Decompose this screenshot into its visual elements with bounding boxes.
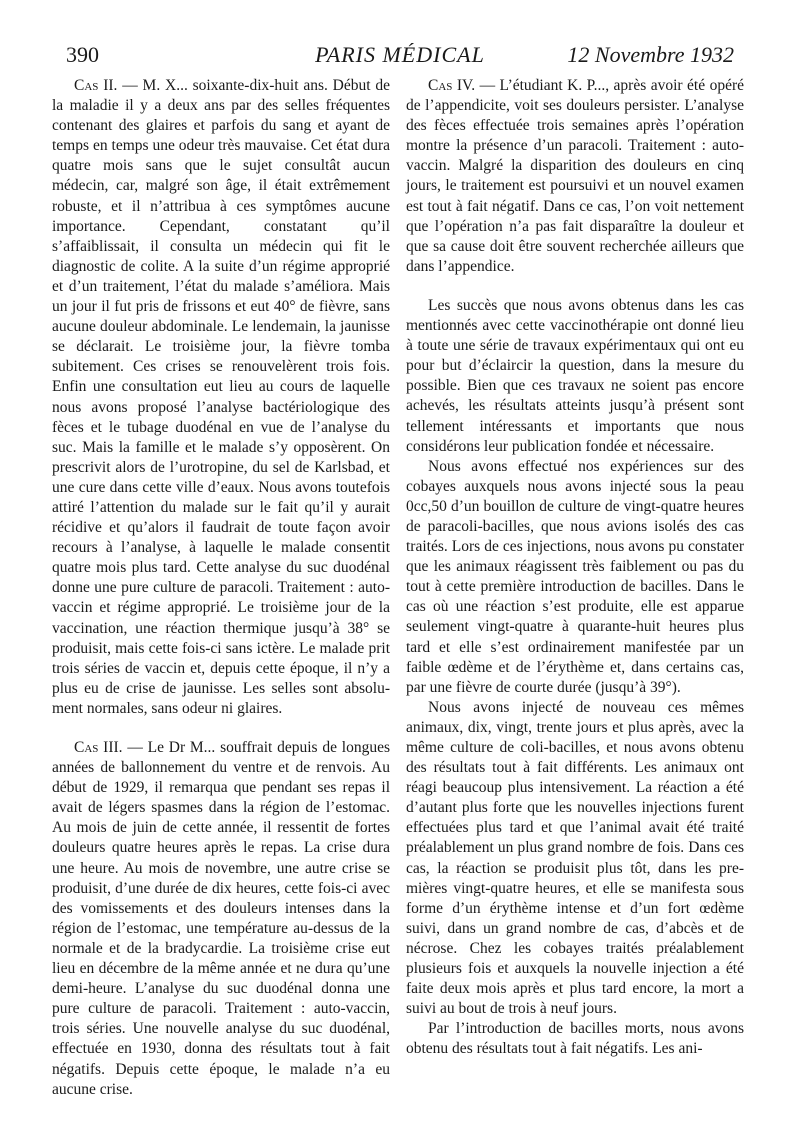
journal-title: PARIS MÉDICAL	[315, 42, 485, 67]
body-paragraph-3: Nous avons injecté de nouveau ces mêmes animaux, dix, vingt, trente jours et plus après, avec la même culture de coli-bacilles, et nous avons obtenu des résultats tout à fait différents. Les animaux ont réagi beaucoup plus intensivement. La réaction a été d’autant plus forte que les nouvelles injections furent effectuées plus tard et que l’animal avait été traité préalablement un plus grand nombre de fois. Dans ces cas, la réaction se produisit plus tôt, dans les premières vingt-quatre heures, et elle se manifesta sous forme d’un érythème intense et d’un fort œdème suivi, dans un grand nombre de cas, d’abcès et de nécrose. Chez les cobayes traités préalablement plusieurs fois et auxquels la nouvelle injection a été faite deux mois après et plus tard encore, la mort a suivi au bout de trois à neuf jours.	[406, 698, 744, 1018]
body-paragraph-4: Par l’introduction de bacilles morts, nous avons obtenu des résultats tout à fait négatifs. Les ani-	[406, 1020, 744, 1058]
case-3-paragraph	[52, 738, 390, 1100]
case-4-label: Cas IV.	[428, 77, 476, 94]
case-4-paragraph	[406, 76, 744, 277]
running-header	[66, 42, 734, 70]
case-3-text: — Le Dr M... souffrait depuis de longues années de ballonnement du ventre et de renvois. Au début de 1929, il remarqua que pendant ses repas il avait de légers spasmes dans la région de l’estomac. Au mois de juin de cette année, il ressentit de fortes douleurs quatre heures après le repas. La crise dura une heure. Au mois de novembre, une autre crise se produisit, d’une durée de dix heures, cette fois-ci avec des vomissements et des douleurs intenses dans la région de l’estomac, une température au-dessus de la normale et de la bradycardie. La troisième crise eut lieu en décembre de la même année et ne dura qu’une demi-heure. L’analyse du suc duodénal donna une pure culture de paracoli. Traitement : auto-vaccin, trois séries. Une nouvelle analyse du suc duodénal, effectuée en 1930, donna des résultats tout à fait négatifs. Depuis cette époque, le malade n’a eu aucune crise.	[52, 739, 390, 1098]
body-paragraph-1: Les succès que nous avons obtenus dans les cas mentionnés avec cette vaccinothérapie ont donné lieu à toute une série de travaux expérimentaux qui ont eu pour but d’éclaircir la question, dans la mesure du possible. Bien que ces travaux ne soient pas encore achevés, les résultats atteints jusqu’à présent sont tellement intéressants et importants que nous considérons leur publication fondée et nécessaire.	[406, 296, 744, 455]
right-column	[406, 76, 744, 1060]
issue-date: 12 Novembre 1932	[567, 42, 734, 67]
case-2-text: — M. X... soixante-dix-huit ans. Début de la maladie il y a deux ans par des selles fréquentes contenant des glaires et parfois du sang et ayant de temps en temps une odeur très mauvaise. Cet état dura quatre mois sans que le sujet consultât aucun médecin, car, malgré son âge, il était extrêmement robuste, et il n’attribua à ces symptômes aucune importance. Cependant, constatant qu’il s’affaiblissait, il consulta un médecin qui fit le diagnostic de colite. A la suite d’un régime approprié et d’un traitement, l’état du malade s’améliora. Mais un jour il fut pris de frissons et eut 40° de fièvre, sans aucune douleur abdominale. Le lendemain, la jaunisse se déclarait. Le troisième jour, la fièvre tomba subitement. Ces crises se renouvelèrent trois fois. Enfin une consultation eut lieu au cours de laquelle nous avons proposé l’analyse bactériologique des fèces et le tubage duodénal en vue de l’analyse du suc. Mais la famille et le malade s’y opposèrent. On prescrivit alors de l’urotropine, du sel de Karlsbad, et une cure dans cette ville d’eaux. Nous avons toutefois attiré l’attention du malade sur le fait qu’il y aurait récidive et qu’alors il faudrait de toute façon avoir recours à l’analyse, à laquelle le malade consentit quatre mois plus tard. Cette analyse du suc duodénal donne une pure culture de paracoli. Traitement : auto-vaccin et régime approprié. Le troisième jour de la vaccination, une réaction thermique jusqu’à 38° se produisit, mais cette fois-ci sans ictère. Le malade prit trois séries de vaccin et, depuis cette époque, il n’y a plus eu de crise de jaunisse. Les selles sont absolument normales, sans odeur ni glaires.	[52, 77, 390, 717]
body-paragraph-2: Nous avons effectué nos expériences sur des cobayes auxquels nous avons injecté sous la peau 0cc,50 d’un bouillon de culture de vingt-quatre heures de paracoli-bacilles, que nous avions isolés des cas traités. Lors de ces injections, nous avons pu constater que les animaux réagissent très faiblement ou pas du tout à cette première introduction de bacilles. Dans le cas où une réaction s’est produite, elle est apparue seulement vingt-quatre à quarante-huit heures plus tard et elle s’est ordinairement manifestée par un faible œdème et de l’érythème et, dans certains cas, par une fièvre de courte durée (jusqu’à 39°).	[406, 457, 744, 696]
case-4-text: — L’étudiant K. P..., après avoir été opéré de l’appendicite, voit ses douleurs persister. L’analyse des fèces effectuée trois semaines après l’opération montre la présence d’un paracoli. Traitement : auto-vaccin. Malgré la disparition des douleurs en cinq jours, le traitement est poursuivi et un nouvel examen est tout à fait négatif. Dans ce cas, l’on voit nettement que l’opération n’a pas fait disparaître la douleur et que sa cause doit être souvent recherchée ailleurs que dans l’appendice.	[406, 77, 744, 275]
case-3-label: Cas III.	[74, 739, 123, 756]
case-2-label: Cas II.	[74, 77, 118, 94]
left-column	[52, 76, 390, 1100]
case-2-paragraph	[52, 76, 390, 719]
page-number: 390	[66, 42, 99, 67]
